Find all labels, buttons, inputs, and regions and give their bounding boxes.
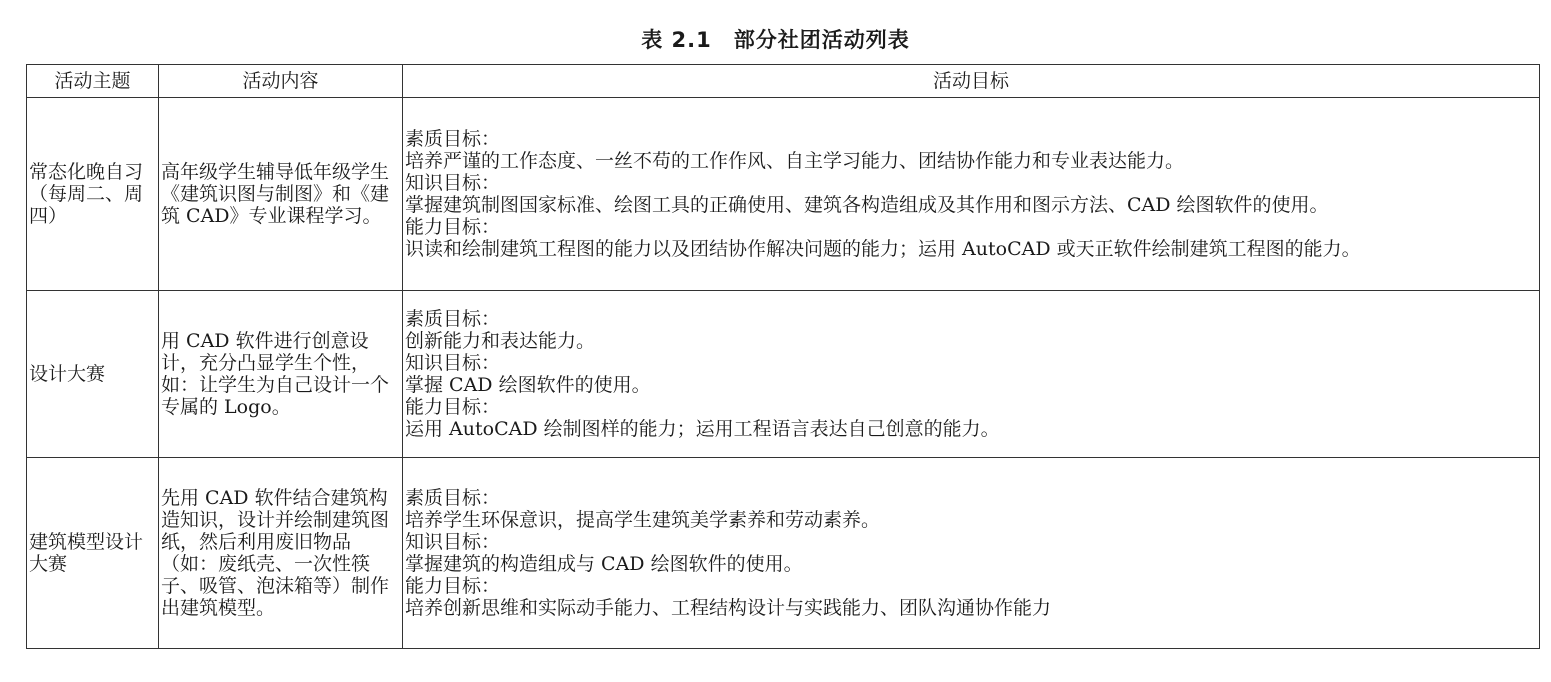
- cell-goals: [403, 458, 1540, 649]
- goal-text-ability: 运用 AutoCAD 绘制图样的能力；运用工程语言表达自己创意的能力。: [405, 418, 1000, 440]
- cell-theme: 建筑模型设计大赛: [27, 458, 159, 649]
- table-row: [27, 291, 1540, 458]
- cell-content: 先用 CAD 软件结合建筑构造知识，设计并绘制建筑图纸，然后利用废旧物品（如：废纸壳、一次性筷子、吸管、泡沫箱等）制作出建筑模型。: [159, 458, 403, 649]
- cell-goals: [403, 98, 1540, 291]
- cell-goals: [403, 291, 1540, 458]
- goal-text-quality: 创新能力和表达能力。: [405, 330, 596, 352]
- table-caption: 表 2.1 部分社团活动列表: [641, 28, 910, 52]
- goal-heading-quality: 素质目标：: [405, 308, 501, 330]
- goal-heading-knowledge: 知识目标：: [405, 352, 501, 374]
- goal-text-ability: 识读和绘制建筑工程图的能力以及团结协作解决问题的能力；运用 AutoCAD 或天正软件绘制建筑工程图的能力。: [405, 238, 1361, 260]
- goal-text-ability: 培养创新思维和实际动手能力、工程结构设计与实践能力、团队沟通协作能力: [405, 597, 1052, 619]
- goal-text-quality: 培养严谨的工作态度、一丝不苟的工作作风、自主学习能力、团结协作能力和专业表达能力。: [405, 150, 1185, 172]
- goal-heading-ability: 能力目标：: [405, 575, 501, 597]
- goal-text-knowledge: 掌握建筑的构造组成与 CAD 绘图软件的使用。: [405, 553, 803, 575]
- goal-heading-knowledge: 知识目标：: [405, 172, 501, 194]
- goal-heading-knowledge: 知识目标：: [405, 531, 501, 553]
- activity-table: [26, 64, 1540, 649]
- goal-heading-ability: 能力目标：: [405, 396, 501, 418]
- goal-heading-quality: 素质目标：: [405, 128, 501, 150]
- header-goal: 活动目标: [403, 65, 1540, 98]
- goal-heading-quality: 素质目标：: [405, 487, 501, 509]
- header-theme: 活动主题: [27, 65, 159, 98]
- table-row: [27, 98, 1540, 291]
- cell-theme: 设计大赛: [27, 291, 159, 458]
- goal-heading-ability: 能力目标：: [405, 216, 501, 238]
- goal-text-quality: 培养学生环保意识，提高学生建筑美学素养和劳动素养。: [405, 509, 881, 531]
- table-header-row: [27, 65, 1540, 98]
- cell-content: 用 CAD 软件进行创意设计，充分凸显学生个性，如：让学生为自己设计一个专属的 Logo。: [159, 291, 403, 458]
- header-content: 活动内容: [159, 65, 403, 98]
- goal-text-knowledge: 掌握 CAD 绘图软件的使用。: [405, 374, 651, 396]
- goal-text-knowledge: 掌握建筑制图国家标准、绘图工具的正确使用、建筑各构造组成及其作用和图示方法、CAD 绘图软件的使用。: [405, 194, 1329, 216]
- cell-theme: 常态化晚自习（每周二、周四）: [27, 98, 159, 291]
- table-row: [27, 458, 1540, 649]
- cell-content: 高年级学生辅导低年级学生《建筑识图与制图》和《建筑 CAD》专业课程学习。: [159, 98, 403, 291]
